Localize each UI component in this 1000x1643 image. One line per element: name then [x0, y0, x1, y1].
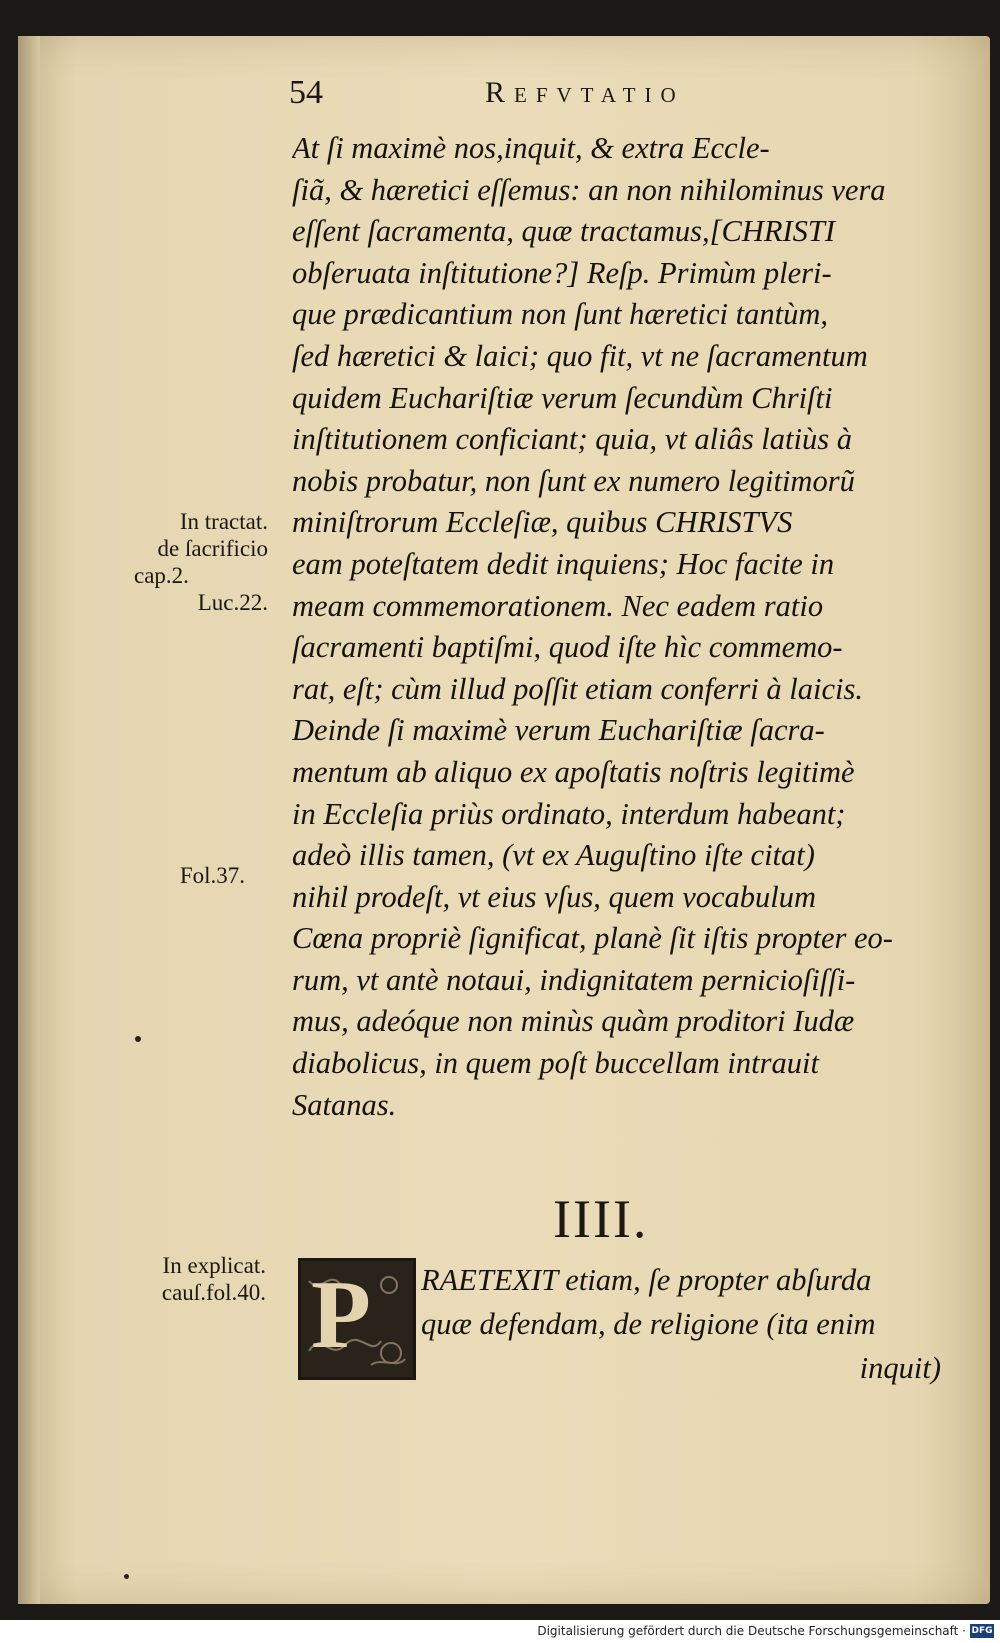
margin-note-line: cauſ.fol.40.: [161, 1280, 266, 1305]
margin-note-fol37: Fol.37.: [179, 863, 245, 888]
page-edge: [18, 36, 40, 1604]
section-text-block: [421, 1258, 941, 1390]
text-line: in Eccleſia priùs ordinato, interdum habeant;: [292, 796, 846, 831]
text-line: rum, vt antè notaui, indignitatem pernicioſiſſi-: [292, 962, 856, 997]
text-line: At ſi maximè nos,inquit, & extra Eccle-: [292, 131, 770, 165]
margin-note-line: In explicat.: [162, 1253, 266, 1278]
text-line: quidem Euchariſtiæ verum ſecundùm Chriſti: [292, 380, 833, 415]
ink-speck: [135, 1036, 141, 1042]
text-line: diabolicus, in quem poſt buccellam intrauit: [292, 1046, 819, 1081]
text-line: inſtitutionem conficiant; quia, vt aliâs latiùs à: [292, 422, 852, 457]
text-line: mentum ab aliquo ex apoſtatis noſtris legitimè: [292, 754, 855, 789]
main-text-block: [292, 128, 942, 1126]
text-line: ſacramenti baptiſmi, quod iſte hìc commemo-: [292, 630, 843, 665]
text-line: Cœna propriè ſignificat, planè ſit iſtis propter eo-: [292, 921, 893, 956]
dfg-logo: DFG: [971, 1626, 993, 1636]
margin-note-line: Luc.22.: [197, 590, 268, 615]
text-line: adeò illis tamen, (vt ex Auguſtino iſte citat): [292, 838, 815, 873]
funding-credit: Digitalisierung gefördert durch die Deutsche Forschungsgemeinschaft ·: [537, 1624, 966, 1638]
text-line: RAETEXIT etiam, ſe propter abſurda: [421, 1263, 872, 1297]
margin-note-tractat: [128, 508, 268, 616]
margin-note-line: In tractat.: [179, 509, 268, 534]
text-line: Satanas.: [292, 1087, 397, 1122]
text-line: meam commemorationem. Nec eadem ratio: [292, 588, 824, 623]
margin-note-line: cap.2.: [134, 563, 189, 588]
text-line: mus, adeóque non minùs quàm proditori Iudæ: [292, 1004, 855, 1039]
margin-note-explicat: [128, 1252, 266, 1306]
text-line: ſed hæretici & laici; quo fit, vt ne ſacramentum: [292, 338, 868, 373]
digitization-footer: [0, 1620, 1000, 1643]
text-line: que prædicantium non ſunt hæretici tantùm,: [292, 297, 828, 332]
text-line: eſſent ſacramenta, quæ tractamus,[CHRISTI: [292, 214, 836, 249]
margin-note-line: de ſacrificio: [157, 536, 268, 561]
page-number: 54: [289, 74, 323, 111]
text-line: eam poteſtatem dedit inquiens; Hoc facite in: [292, 546, 835, 581]
text-line: miniſtrorum Eccleſiæ, quibus CHRISTVS: [292, 505, 793, 540]
running-title: Refvtatio: [485, 76, 685, 109]
page-header: [0, 74, 1000, 114]
text-line: Deinde ſi maximè verum Euchariſtiæ ſacra-: [292, 713, 825, 748]
text-line: ſiã, & hæretici eſſemus: an non nihilominus vera: [292, 172, 886, 207]
text-line: rat, eſt; cùm illud poſſit etiam conferri à laicis.: [292, 671, 863, 706]
text-line: nobis probatur, non ſunt ex numero legitimorũ: [292, 463, 855, 498]
text-line: nihil prodeſt, vt eius vſus, quem vocabulum: [292, 879, 817, 914]
initial-letter: P: [311, 1261, 371, 1369]
section-number: IIII.: [553, 1189, 649, 1249]
text-line: inquit): [859, 1351, 941, 1385]
decorated-initial: [298, 1258, 416, 1380]
text-line: obſeruata inſtitutione?] Reſp. Primùm pleri-: [292, 255, 832, 290]
ink-speck: [124, 1574, 129, 1579]
text-line: quæ defendam, de religione (ita enim: [421, 1307, 876, 1341]
